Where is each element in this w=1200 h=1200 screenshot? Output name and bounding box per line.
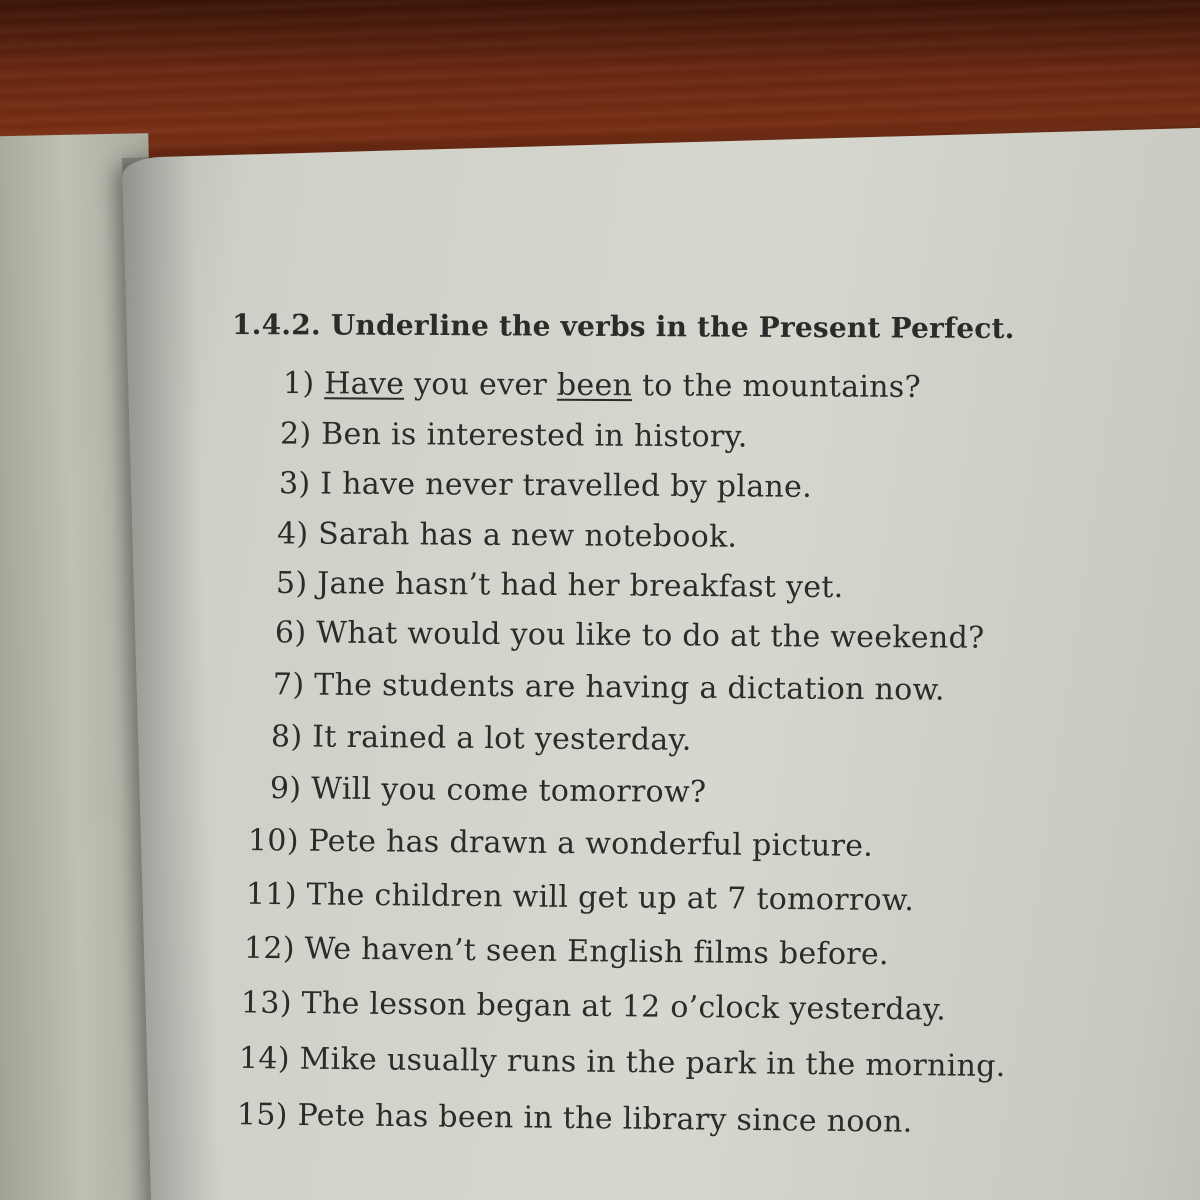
item-text-part: you ever	[404, 366, 558, 403]
exercise-item	[275, 615, 985, 656]
item-text: It rained a lot yesterday.	[312, 719, 692, 758]
item-text: Jane hasn’t had her breakfast yet.	[317, 566, 844, 606]
item-text: The children will get up at 7 tomorrow.	[306, 877, 915, 919]
exercise-item	[244, 931, 889, 972]
item-text: Mike usually runs in the park in the morning.	[299, 1041, 1006, 1085]
item-number: 11)	[245, 876, 307, 913]
item-number: 2)	[279, 416, 322, 452]
exercise-item	[280, 416, 748, 454]
underlined-verb: been	[556, 367, 633, 404]
item-number: 14)	[238, 1040, 300, 1077]
item-number: 3)	[278, 466, 321, 502]
item-text: We haven’t seen English films before.	[304, 931, 889, 973]
item-number: 10)	[247, 823, 309, 859]
item-text: Sarah has a new notebook.	[318, 516, 738, 555]
item-text: What would you like to do at the weekend?	[316, 615, 985, 656]
item-number: 7)	[272, 667, 315, 703]
item-text: Pete has drawn a wonderful picture.	[308, 823, 874, 864]
item-number: 4)	[276, 516, 319, 552]
exercise-item	[279, 466, 812, 505]
item-number: 6)	[274, 615, 317, 651]
item-number: 1)	[282, 366, 325, 402]
underlined-verb: Have	[324, 366, 405, 402]
item-text-part: to the mountains?	[632, 368, 922, 405]
item-number: 12)	[243, 930, 305, 967]
exercise-item	[248, 823, 873, 864]
item-text: Pete has been in the library since noon.	[297, 1097, 913, 1140]
item-number: 15)	[236, 1097, 298, 1133]
exercise-item	[237, 1097, 913, 1139]
item-text: Will you come tomorrow?	[311, 771, 707, 810]
exercise-item	[246, 877, 914, 918]
exercise-item	[241, 985, 946, 1027]
right-book-page	[122, 126, 1200, 1200]
exercise-item	[276, 566, 844, 605]
exercise-heading: 1.4.2. Underline the verbs in the Present Perfect.	[231, 307, 1015, 346]
item-text: Ben is interested in history.	[321, 416, 748, 455]
exercise-item	[283, 366, 921, 405]
item-number: 13)	[240, 985, 302, 1021]
exercise-item	[271, 719, 692, 758]
item-text: I have never travelled by plane.	[320, 466, 813, 505]
item-number: 9)	[269, 771, 312, 807]
item-number: 5)	[275, 565, 318, 602]
item-text: The lesson began at 12 o’clock yesterday.	[301, 985, 947, 1028]
exercise-item	[270, 771, 707, 810]
item-number: 8)	[270, 719, 313, 755]
exercise-item	[273, 667, 945, 708]
exercise-item	[277, 516, 738, 554]
item-text: The students are having a dictation now.	[314, 667, 945, 708]
